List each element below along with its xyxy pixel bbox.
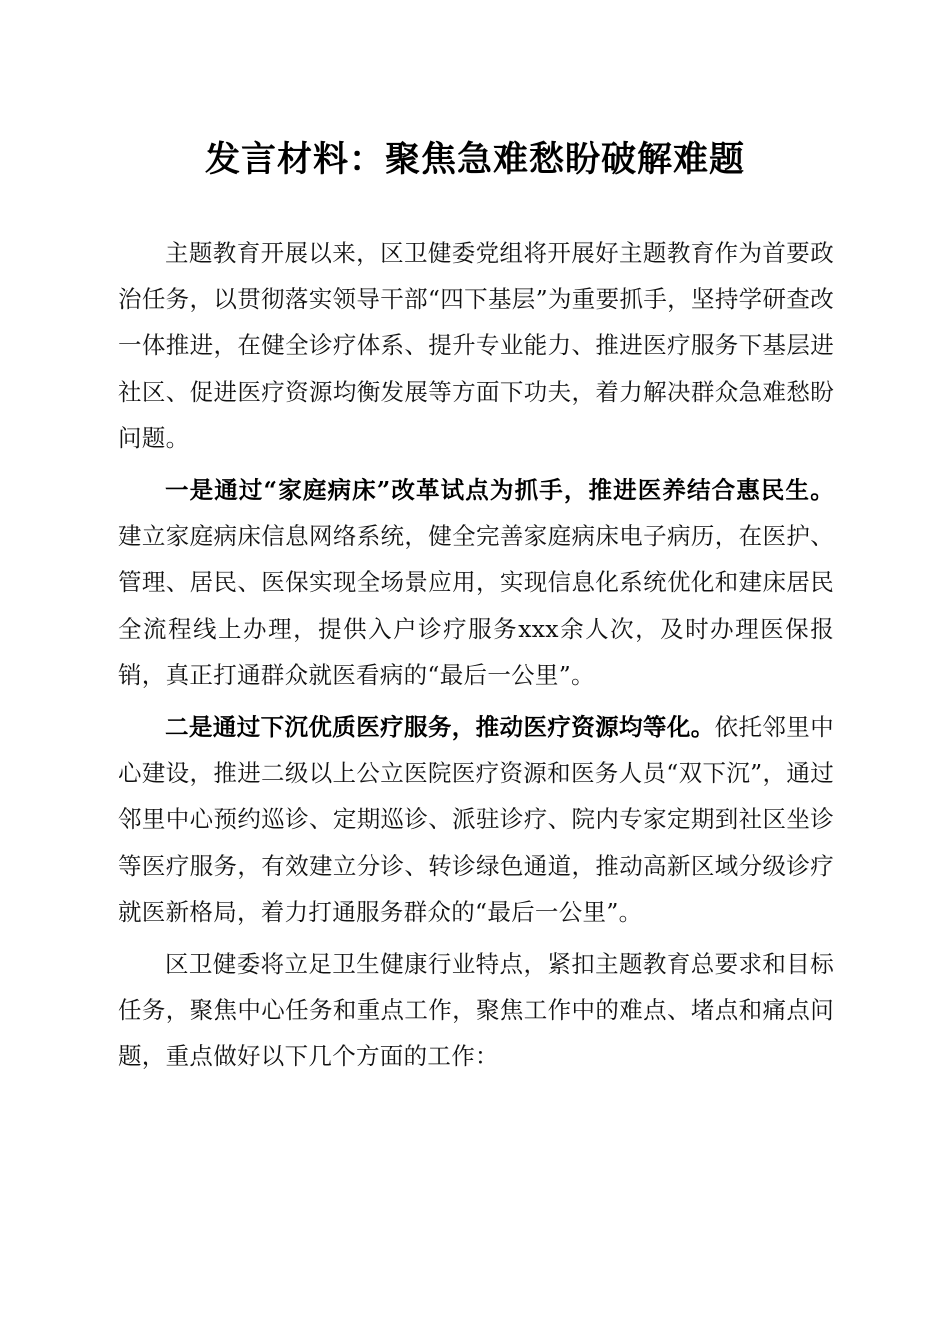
document-body xyxy=(118,230,834,1086)
document-title: 发言材料：聚焦急难愁盼破解难题 xyxy=(204,139,745,180)
paragraph-point-one xyxy=(118,467,834,698)
paragraph-text: 依托邻里中心建设，推进二级以上公立医院医疗资源和医务人员“双下沉”，通过邻里中心预约巡诊、定期巡诊、派驻诊疗、院内专家定期到社区坐诊等医疗服务，有效建立分诊、转诊绿色通道，推动高新区域分级诊疗就医新格局，着力打通服务群众的“最后一公里”。 xyxy=(118,713,834,926)
paragraph-lead: 二是通过下沉优质医疗服务，推动医疗资源均等化。 xyxy=(165,713,715,742)
paragraph-point-two xyxy=(118,704,834,935)
paragraph-intro xyxy=(118,230,834,461)
paragraph-closing xyxy=(118,941,834,1080)
paragraph-text: 主题教育开展以来，区卫健委党组将开展好主题教育作为首要政治任务，以贯彻落实领导干部“四下基层”为重要抓手，坚持学研查改一体推进，在健全诊疗体系、提升专业能力、推进医疗服务下基层进社区、促进医疗资源均衡发展等方面下功夫，着力解决群众急难愁盼问题。 xyxy=(118,239,834,452)
paragraph-text: 建立家庭病床信息网络系统，健全完善家庭病床电子病历，在医护、管理、居民、医保实现全场景应用，实现信息化系统优化和建床居民全流程线上办理，提供入户诊疗服务xxx余人次，及时办理医保报销，真正打通群众就医看病的“最后一公里”。 xyxy=(118,522,834,689)
paragraph-text: 区卫健委将立足卫生健康行业特点，紧扣主题教育总要求和目标任务，聚焦中心任务和重点工作，聚焦工作中的难点、堵点和痛点问题，重点做好以下几个方面的工作： xyxy=(118,950,834,1071)
paragraph-lead: 一是通过“家庭病床”改革试点为抓手，推进医养结合惠民生。 xyxy=(165,476,834,505)
